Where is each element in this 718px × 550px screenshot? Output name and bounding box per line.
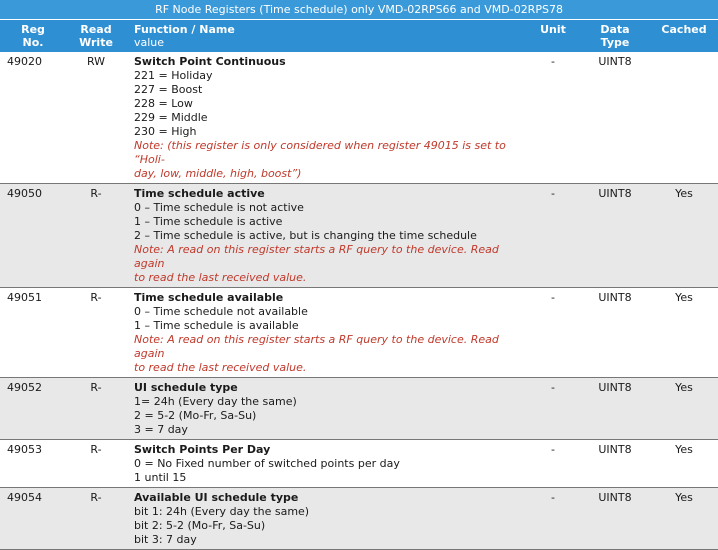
value-line: 230 = High: [134, 125, 197, 138]
table-row: [0, 488, 718, 550]
value-line: 2 = 5-2 (Mo-Fr, Sa-Su): [134, 409, 257, 422]
table-row: [0, 440, 718, 488]
function-name: Switch Points Per Day: [134, 443, 271, 456]
data-type-value: UINT8: [580, 488, 650, 550]
read-write-access: R-: [66, 440, 126, 488]
data-type-value: UINT8: [580, 440, 650, 488]
data-type-value: UINT8: [580, 288, 650, 378]
value-line: bit 2: 5-2 (Mo-Fr, Sa-Su): [134, 519, 266, 532]
read-write-access: RW: [66, 52, 126, 184]
value-line: 3 = 7 day: [134, 423, 188, 436]
value-line: 1 – Time schedule is available: [134, 319, 299, 332]
note-line: Note: A read on this register starts a RF query to the device. Read again: [134, 243, 499, 270]
value-line: 0 = No Fixed number of switched points per day: [134, 457, 400, 470]
function-cell: [126, 184, 526, 288]
table-row: [0, 52, 718, 184]
data-type-value: UINT8: [580, 378, 650, 440]
header-type-line1: Data: [600, 23, 630, 36]
note-line: Note: A read on this register starts a RF query to the device. Read again: [134, 333, 499, 360]
value-line: bit 1: 24h (Every day the same): [134, 505, 310, 518]
header-reg-no: [0, 20, 66, 53]
function-name: Time schedule active: [134, 187, 265, 200]
function-name: Time schedule available: [134, 291, 284, 304]
register-number: 49050: [0, 184, 66, 288]
cached-value: [650, 52, 718, 184]
function-cell: [126, 52, 526, 184]
function-cell: [126, 378, 526, 440]
header-type-line2: Type: [600, 36, 630, 49]
table-body: [0, 52, 718, 550]
function-cell: [126, 440, 526, 488]
read-write-access: R-: [66, 288, 126, 378]
unit-value: -: [526, 184, 580, 288]
cached-value: Yes: [650, 378, 718, 440]
unit-value: -: [526, 52, 580, 184]
value-line: 221 = Holiday: [134, 69, 213, 82]
data-type-value: UINT8: [580, 52, 650, 184]
unit-value: -: [526, 488, 580, 550]
value-line: 1 – Time schedule is active: [134, 215, 283, 228]
value-line: 2 – Time schedule is active, but is changing the time schedule: [134, 229, 477, 242]
header-fn-line1: Function / Name: [134, 23, 235, 36]
header-reg-line2: No.: [22, 36, 44, 49]
cached-value: Yes: [650, 488, 718, 550]
function-cell: [126, 488, 526, 550]
header-reg-line1: Reg: [21, 23, 45, 36]
header-function-name: [126, 20, 526, 53]
header-unit: Unit: [526, 20, 580, 53]
function-name: UI schedule type: [134, 381, 238, 394]
value-line: bit 3: 7 day: [134, 533, 197, 546]
note-line: day, low, middle, high, boost”): [134, 167, 302, 180]
value-line: 1 until 15: [134, 471, 187, 484]
function-name: Available UI schedule type: [134, 491, 299, 504]
unit-value: -: [526, 288, 580, 378]
header-data-type: [580, 20, 650, 53]
unit-value: -: [526, 378, 580, 440]
function-name: Switch Point Continuous: [134, 55, 286, 68]
value-line: 0 – Time schedule not available: [134, 305, 308, 318]
function-cell: [126, 288, 526, 378]
register-number: 49053: [0, 440, 66, 488]
register-number: 49020: [0, 52, 66, 184]
value-line: 229 = Middle: [134, 111, 208, 124]
register-number: 49054: [0, 488, 66, 550]
unit-value: -: [526, 440, 580, 488]
value-line: 1= 24h (Every day the same): [134, 395, 297, 408]
cached-value: Yes: [650, 184, 718, 288]
header-rw-line1: Read: [80, 23, 112, 36]
value-line: 227 = Boost: [134, 83, 203, 96]
header-cached: Cached: [650, 20, 718, 53]
header-fn-line2: value: [134, 36, 165, 49]
value-line: 228 = Low: [134, 97, 193, 110]
read-write-access: R-: [66, 184, 126, 288]
read-write-access: R-: [66, 378, 126, 440]
table-row: [0, 184, 718, 288]
table-row: [0, 378, 718, 440]
register-number: 49052: [0, 378, 66, 440]
data-type-value: UINT8: [580, 184, 650, 288]
read-write-access: R-: [66, 488, 126, 550]
register-number: 49051: [0, 288, 66, 378]
header-read-write: [66, 20, 126, 53]
cached-value: Yes: [650, 288, 718, 378]
note-line: Note: (this register is only considered when register 49015 is set to “Holi-: [134, 139, 506, 166]
value-line: 0 – Time schedule is not active: [134, 201, 304, 214]
header-rw-line2: Write: [79, 36, 113, 49]
note-line: to read the last received value.: [134, 271, 307, 284]
cached-value: Yes: [650, 440, 718, 488]
note-line: to read the last received value.: [134, 361, 307, 374]
table-row: [0, 288, 718, 378]
table-title: RF Node Registers (Time schedule) only VMD-02RPS66 and VMD-02RPS78: [0, 0, 718, 20]
